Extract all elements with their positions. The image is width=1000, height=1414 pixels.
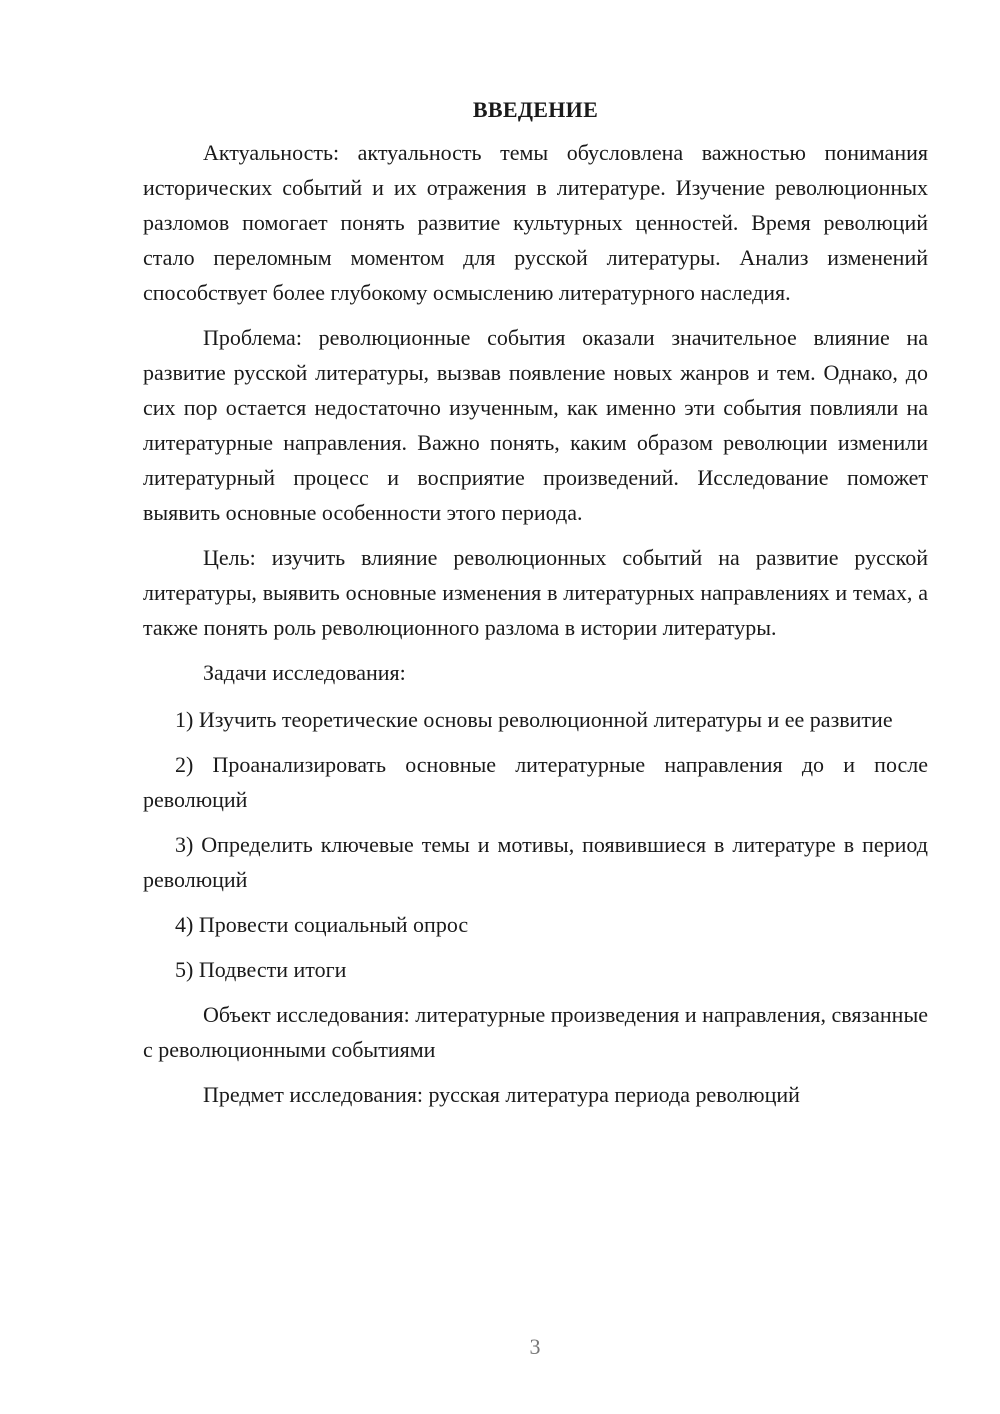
relevance-paragraph: Актуальность: актуальность темы обусловлена важностью понимания исторических событий и их отражения в литературе. Изучение революционных разломов помогает понять развитие культурных ценностей. Время революций стало переломным моментом для русской литературы. Анализ изменений способствует более глубокому осмыслению литературного наследия. bbox=[143, 140, 928, 305]
goal-paragraph: Цель: изучить влияние революционных событий на развитие русской литературы, выявить основные изменения в литературных направлениях и темах, а также понять роль революционного разлома в истории литературы. bbox=[143, 545, 928, 640]
document-page bbox=[143, 95, 928, 1122]
tasks-heading: Задачи исследования: bbox=[203, 660, 406, 685]
problem-paragraph: Проблема: революционные события оказали значительное влияние на развитие русской литературы, вызвав появление новых жанров и тем. Однако, до сих пор остается недостаточно изученным, как именно эти события повлияли на литературные направления. Важно понять, каким образом революции изменили литературный процесс и восприятие произведений. Исследование поможет выявить основные особенности этого периода. bbox=[143, 325, 928, 525]
object-paragraph: Объект исследования: литературные произведения и направления, связанные с революционными событиями bbox=[143, 1002, 928, 1062]
task-item: 1) Изучить теоретические основы революционной литературы и ее развитие bbox=[175, 707, 893, 732]
task-item: 3) Определить ключевые темы и мотивы, появившиеся в литературе в период революций bbox=[143, 832, 928, 892]
task-item: 4) Провести социальный опрос bbox=[175, 912, 469, 937]
task-item: 2) Проанализировать основные литературные направления до и после революций bbox=[143, 752, 928, 812]
page-number: 3 bbox=[529, 1334, 541, 1359]
task-item: 5) Подвести итоги bbox=[175, 957, 347, 982]
section-title: ВВЕДЕНИЕ bbox=[472, 97, 599, 122]
subject-paragraph: Предмет исследования: русская литература периода революций bbox=[203, 1082, 800, 1107]
